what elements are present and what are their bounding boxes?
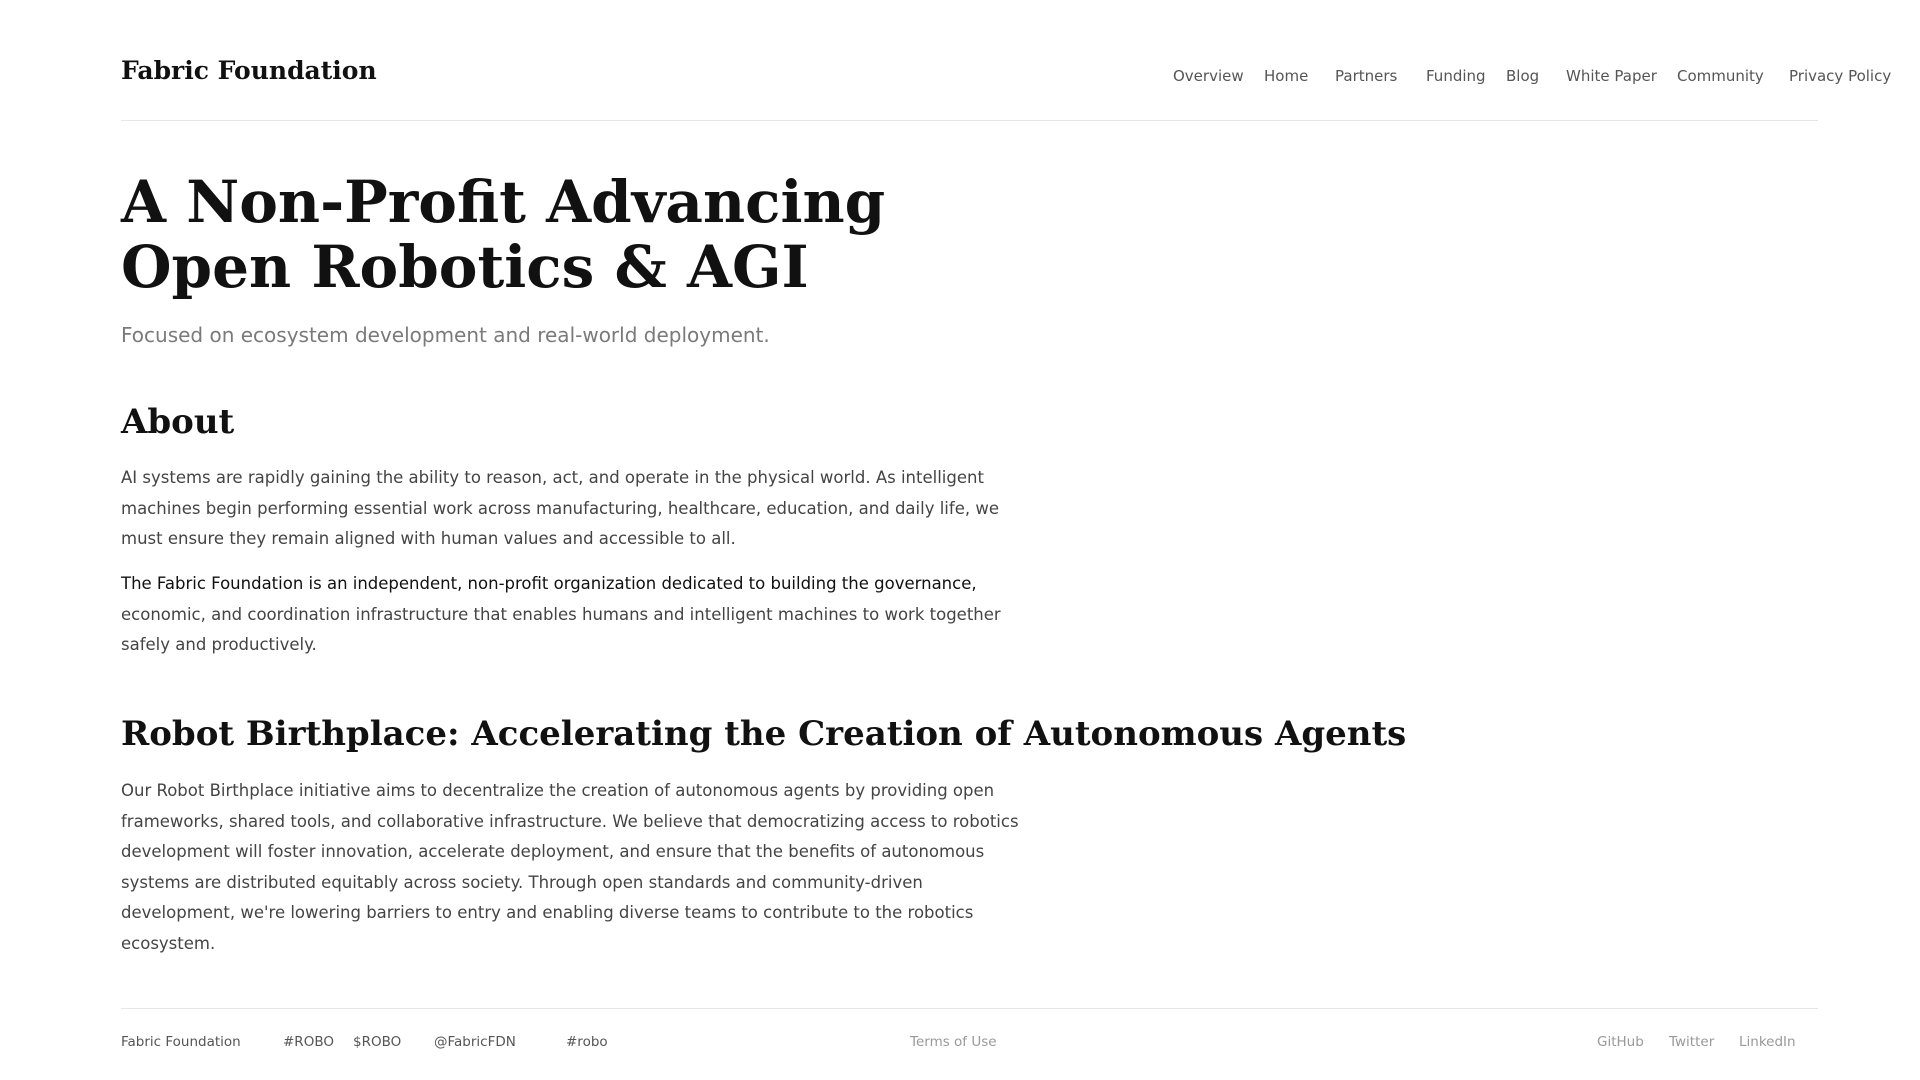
about-paragraph-2: [121, 569, 1041, 661]
about-paragraph-2-lead: The Fabric Foundation is an independent, non-profit organization dedicated to building the governance,: [121, 574, 977, 593]
about-paragraph-1: AI systems are rapidly gaining the ability to reason, act, and operate in the physical world. As intelligent machines begin performing essential work across manufacturing, healthcare, education, and daily life, we must ensure they remain aligned with human values and accessible to all.: [121, 468, 999, 548]
birthplace-heading: Robot Birthplace: Accelerating the Creation of Autonomous Agents: [121, 714, 1407, 754]
footer-tag-robo-token[interactable]: $ROBO: [353, 1034, 402, 1050]
site-header: [121, 0, 1892, 121]
footer-twitter-link[interactable]: Twitter: [1669, 1034, 1715, 1050]
nav-white-paper[interactable]: White Paper: [1566, 67, 1657, 85]
nav-home[interactable]: Home: [1264, 67, 1309, 85]
footer-brand: Fabric Foundation: [121, 1034, 241, 1050]
hero-title-line-2: Open Robotics & AGI: [121, 233, 809, 301]
page: [121, 0, 1892, 1050]
hero-title-line-1: A Non-Profit Advancing: [121, 168, 886, 236]
nav-community[interactable]: Community: [1677, 67, 1764, 85]
footer-tag-robo-hashtag[interactable]: #ROBO: [283, 1034, 334, 1050]
about-paragraph-2-rest: economic, and coordination infrastructure that enables humans and intelligent machines to work together safely and productively.: [121, 604, 1001, 654]
site-footer: [121, 1008, 1818, 1069]
hero-subtitle: Focused on ecosystem development and real-world deployment.: [121, 323, 770, 347]
site-logo-link[interactable]: Fabric Foundation: [121, 56, 377, 85]
footer-github-link[interactable]: GitHub: [1597, 1034, 1644, 1050]
hero-title: [121, 170, 1021, 300]
main-nav: [121, 67, 1892, 87]
nav-blog[interactable]: Blog: [1506, 67, 1540, 85]
birthplace-paragraph: Our Robot Birthplace initiative aims to decentralize the creation of autonomous agents by providing open frameworks, shared tools, and collaborative infrastructure. We believe that democratizing access to robotics development will foster innovation, accelerate deployment, and ensure that the benefits of autonomous systems are distributed equitably across society. Through open standards and community-driven development, we're lowering barriers to entry and enabling diverse teams to contribute to the robotics ecosystem.: [121, 781, 1019, 953]
nav-privacy-policy[interactable]: Privacy Policy: [1789, 67, 1892, 85]
nav-partners[interactable]: Partners: [1335, 67, 1398, 85]
footer-tag-fabricfdn[interactable]: @FabricFDN: [434, 1034, 516, 1050]
footer-tag-robo-lowercase[interactable]: #robo: [566, 1034, 608, 1050]
nav-funding[interactable]: Funding: [1426, 67, 1486, 85]
footer-linkedin-link[interactable]: LinkedIn: [1739, 1034, 1796, 1050]
nav-overview[interactable]: Overview: [1173, 67, 1244, 85]
footer-terms-link[interactable]: Terms of Use: [910, 1034, 997, 1050]
about-heading: About: [121, 402, 235, 442]
